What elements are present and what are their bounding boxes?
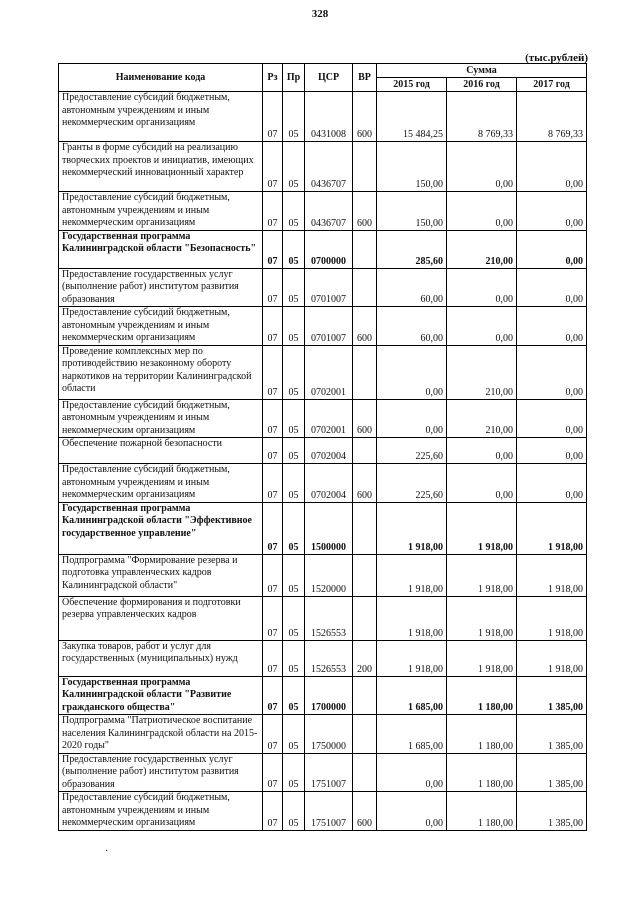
cell-2017: 0,00 [517,142,587,192]
cell-name: Государственная программа Калининградской области "Развитие гражданского общества" [59,676,263,715]
cell-2017: 1 918,00 [517,554,587,596]
cell-2015: 285,60 [377,230,447,268]
table-row [59,554,587,596]
cell-rz: 07 [263,230,283,268]
cell-2016: 0,00 [447,268,517,307]
cell-rz: 07 [263,399,283,438]
cell-rz: 07 [263,345,283,399]
cell-2016: 210,00 [447,399,517,438]
cell-pr: 05 [283,464,305,503]
cell-2017: 1 918,00 [517,502,587,554]
cell-csr: 1700000 [305,676,353,715]
cell-pr: 05 [283,307,305,346]
cell-rz: 07 [263,596,283,640]
cell-2017: 1 385,00 [517,715,587,754]
cell-vr [353,502,377,554]
cell-2016: 0,00 [447,464,517,503]
cell-2015: 1 685,00 [377,715,447,754]
cell-pr: 05 [283,92,305,142]
cell-vr [353,142,377,192]
cell-2015: 225,60 [377,438,447,464]
cell-name: Подпрограмма "Формирование резерва и подготовка управленческих кадров Калининградской области" [59,554,263,596]
cell-pr: 05 [283,640,305,676]
cell-2017: 0,00 [517,345,587,399]
cell-name: Подпрограмма "Патриотическое воспитание населения Калининградской области на 2015-2020 годы" [59,715,263,754]
header-2017: 2017 год [517,78,587,92]
cell-rz: 07 [263,464,283,503]
table-row [59,596,587,640]
cell-2016: 1 180,00 [447,676,517,715]
cell-2015: 60,00 [377,268,447,307]
cell-csr: 0701007 [305,307,353,346]
cell-csr: 0431008 [305,92,353,142]
cell-pr: 05 [283,676,305,715]
cell-2016: 210,00 [447,230,517,268]
cell-rz: 07 [263,268,283,307]
cell-rz: 07 [263,502,283,554]
cell-csr: 0702001 [305,399,353,438]
cell-pr: 05 [283,753,305,792]
cell-2016: 0,00 [447,307,517,346]
table-row [59,142,587,192]
cell-pr: 05 [283,715,305,754]
cell-2016: 1 180,00 [447,753,517,792]
cell-2015: 0,00 [377,792,447,831]
cell-vr [353,676,377,715]
cell-vr [353,596,377,640]
cell-2017: 0,00 [517,438,587,464]
cell-rz: 07 [263,92,283,142]
table-row [59,464,587,503]
table-row [59,399,587,438]
cell-2015: 1 685,00 [377,676,447,715]
cell-pr: 05 [283,438,305,464]
stray-mark: · [105,846,109,857]
cell-name: Обеспечение пожарной безопасности [59,438,263,464]
cell-csr: 0436707 [305,142,353,192]
cell-csr: 0702001 [305,345,353,399]
cell-2015: 1 918,00 [377,640,447,676]
cell-csr: 0702004 [305,438,353,464]
cell-csr: 1526553 [305,596,353,640]
cell-2017: 0,00 [517,192,587,231]
cell-rz: 07 [263,753,283,792]
cell-vr [353,438,377,464]
cell-vr [353,345,377,399]
cell-2017: 1 385,00 [517,792,587,831]
cell-name: Проведение комплексных мер по противодействию незаконному обороту наркотиков на территории Калининградской области [59,345,263,399]
cell-2016: 1 918,00 [447,596,517,640]
cell-pr: 05 [283,399,305,438]
cell-pr: 05 [283,502,305,554]
cell-2017: 0,00 [517,464,587,503]
cell-2015: 150,00 [377,142,447,192]
table-row [59,192,587,231]
table-row [59,268,587,307]
cell-pr: 05 [283,192,305,231]
header-2016: 2016 год [447,78,517,92]
cell-2015: 225,60 [377,464,447,503]
cell-vr [353,715,377,754]
cell-2015: 1 918,00 [377,554,447,596]
cell-2015: 1 918,00 [377,502,447,554]
cell-rz: 07 [263,676,283,715]
header-sum: Сумма [377,64,587,78]
cell-name: Предоставление государственных услуг (выполнение работ) институтом развития образования [59,268,263,307]
cell-name: Предоставление государственных услуг (выполнение работ) институтом развития образования [59,753,263,792]
cell-rz: 07 [263,307,283,346]
cell-vr [353,268,377,307]
cell-name: Предоставление субсидий бюджетным, автономным учреждениям и иным некоммерческим организациям [59,192,263,231]
cell-csr: 1750000 [305,715,353,754]
cell-csr: 0436707 [305,192,353,231]
cell-vr [353,230,377,268]
cell-2017: 0,00 [517,399,587,438]
cell-2017: 0,00 [517,230,587,268]
header-pr: Пр [283,64,305,92]
cell-pr: 05 [283,792,305,831]
cell-csr: 1751007 [305,753,353,792]
cell-vr: 600 [353,792,377,831]
cell-vr: 600 [353,464,377,503]
header-csr: ЦСР [305,64,353,92]
table-row [59,92,587,142]
table-row [59,715,587,754]
cell-rz: 07 [263,438,283,464]
table-row [59,792,587,831]
table-row [59,753,587,792]
cell-2016: 0,00 [447,438,517,464]
cell-vr: 600 [353,307,377,346]
cell-pr: 05 [283,230,305,268]
table-row [59,345,587,399]
cell-name: Государственная программа Калининградской области "Эффективное государственное управление" [59,502,263,554]
cell-rz: 07 [263,554,283,596]
cell-2016: 8 769,33 [447,92,517,142]
cell-2016: 0,00 [447,142,517,192]
cell-2016: 1 180,00 [447,792,517,831]
cell-pr: 05 [283,142,305,192]
cell-rz: 07 [263,192,283,231]
cell-2016: 1 180,00 [447,715,517,754]
cell-pr: 05 [283,596,305,640]
header-2015: 2015 год [377,78,447,92]
cell-2017: 8 769,33 [517,92,587,142]
cell-vr [353,753,377,792]
cell-name: Предоставление субсидий бюджетным, автономным учреждениям и иным некоммерческим организациям [59,307,263,346]
cell-csr: 0700000 [305,230,353,268]
cell-csr: 1751007 [305,792,353,831]
table-row [59,307,587,346]
cell-name: Обеспечение формирования и подготовки резерва управленческих кадров [59,596,263,640]
cell-pr: 05 [283,268,305,307]
cell-2016: 1 918,00 [447,502,517,554]
cell-name: Предоставление субсидий бюджетным, автономным учреждениям и иным некоммерческим организациям [59,399,263,438]
cell-csr: 1500000 [305,502,353,554]
header-rz: Рз [263,64,283,92]
cell-2017: 0,00 [517,268,587,307]
cell-csr: 0701007 [305,268,353,307]
cell-rz: 07 [263,792,283,831]
header-vr: ВР [353,64,377,92]
table-row [59,502,587,554]
cell-name: Предоставление субсидий бюджетным, автономным учреждениям и иным некоммерческим организациям [59,464,263,503]
table-row [59,438,587,464]
cell-pr: 05 [283,554,305,596]
cell-2016: 0,00 [447,192,517,231]
cell-csr: 0702004 [305,464,353,503]
cell-2015: 0,00 [377,345,447,399]
units-label: (тыс.рублей) [525,52,588,64]
cell-name: Государственная программа Калининградской области "Безопасность" [59,230,263,268]
cell-2017: 1 918,00 [517,640,587,676]
cell-vr: 600 [353,399,377,438]
cell-rz: 07 [263,715,283,754]
cell-pr: 05 [283,345,305,399]
budget-table [58,63,587,831]
cell-csr: 1526553 [305,640,353,676]
table-header [59,64,587,92]
cell-2015: 15 484,25 [377,92,447,142]
cell-rz: 07 [263,142,283,192]
cell-name: Закупка товаров, работ и услуг для государственных (муниципальных) нужд [59,640,263,676]
cell-rz: 07 [263,640,283,676]
table-row [59,230,587,268]
cell-2016: 210,00 [447,345,517,399]
cell-name: Гранты в форме субсидий на реализацию творческих проектов и инициатив, имеющих некоммерческий инновационный характер [59,142,263,192]
header-name: Наименование кода [59,64,263,92]
cell-2015: 0,00 [377,399,447,438]
cell-2016: 1 918,00 [447,640,517,676]
cell-2015: 1 918,00 [377,596,447,640]
page-number: 328 [311,8,329,20]
cell-name: Предоставление субсидий бюджетным, автономным учреждениям и иным некоммерческим организациям [59,792,263,831]
cell-vr: 600 [353,92,377,142]
cell-2016: 1 918,00 [447,554,517,596]
cell-2017: 0,00 [517,307,587,346]
table-row [59,676,587,715]
cell-2017: 1 385,00 [517,753,587,792]
cell-vr [353,554,377,596]
cell-2015: 0,00 [377,753,447,792]
table-row [59,640,587,676]
cell-2015: 150,00 [377,192,447,231]
cell-csr: 1520000 [305,554,353,596]
cell-2017: 1 918,00 [517,596,587,640]
cell-2015: 60,00 [377,307,447,346]
table-body [59,92,587,831]
cell-vr: 200 [353,640,377,676]
cell-name: Предоставление субсидий бюджетным, автономным учреждениям и иным некоммерческим организациям [59,92,263,142]
cell-2017: 1 385,00 [517,676,587,715]
cell-vr: 600 [353,192,377,231]
